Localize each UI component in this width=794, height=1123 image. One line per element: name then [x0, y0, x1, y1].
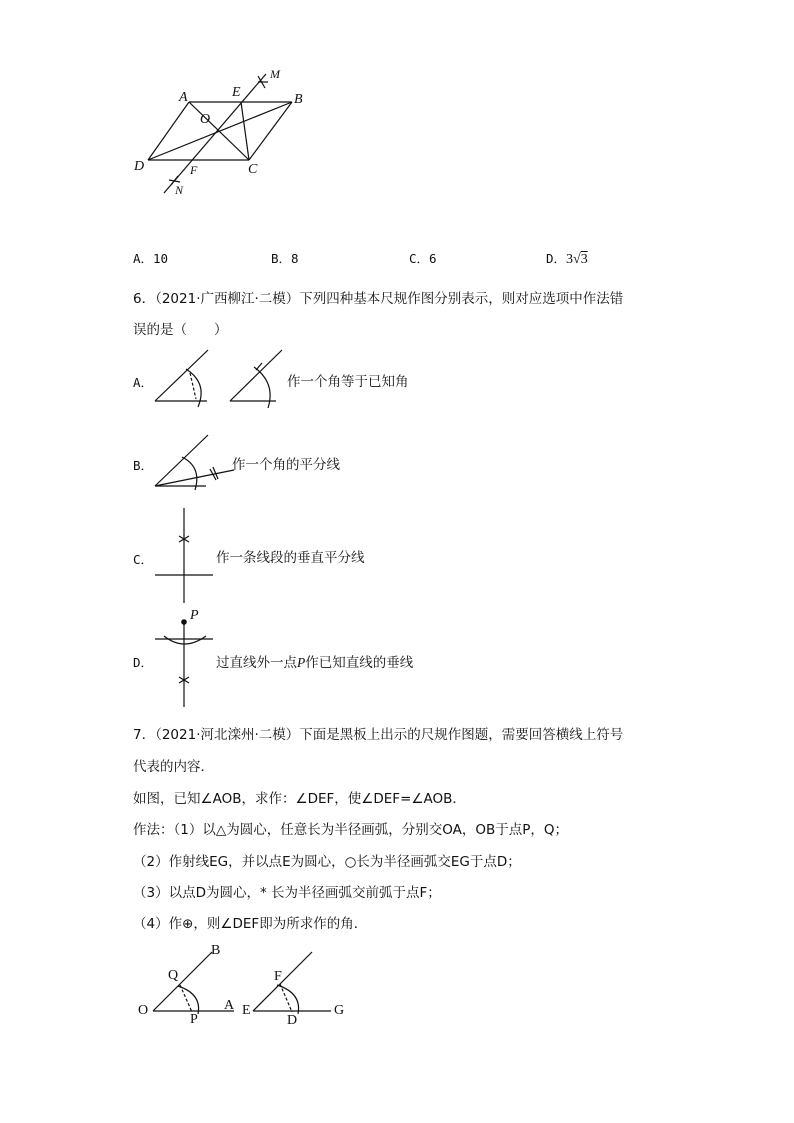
q7-label-q: Q	[168, 968, 179, 983]
q7-label-f: F	[274, 969, 282, 984]
q7-label-a: A	[224, 998, 235, 1013]
segment-ec	[241, 102, 249, 160]
q6-option-a-letter: A．	[133, 375, 154, 390]
q6-option-d-caption: 过直线外一点P作已知直线的垂线	[216, 655, 414, 671]
q6-stem-line1: 6．（2021·广西柳江·二模）下列四种基本尺规作图分别表示，则对应选项中作法错	[133, 291, 624, 307]
option-b: B．8	[271, 251, 299, 266]
q6-option-d-figure	[150, 605, 220, 710]
label-a: A	[179, 90, 188, 105]
q6-option-c-caption: 作一条线段的垂直平分线	[216, 550, 365, 566]
label-e: E	[232, 85, 241, 100]
q6-option-d-letter: D．	[133, 655, 154, 670]
q6-option-a-figure	[150, 345, 290, 410]
q7-step1: 作法：（1）以△为圆心，任意长为半径画弧，分别交OA，OB于点P，Q；	[133, 822, 568, 838]
label-o: O	[200, 112, 211, 127]
ray-ob	[153, 952, 212, 1011]
q6-stem-line2: 误的是（ ）	[133, 322, 228, 338]
q7-line3: 如图，已知∠AOB，求作：∠DEF，使∠DEF=∠AOB．	[133, 791, 466, 807]
ray-ef	[253, 952, 312, 1011]
option-d: D．3√3	[546, 251, 588, 267]
q7-step4: （4）作⊕，则∠DEF即为所求作的角．	[133, 916, 368, 932]
parallelogram-figure	[0, 0, 794, 210]
q7-label-p: P	[190, 1012, 198, 1027]
label-n: N	[175, 183, 184, 197]
q5-options	[133, 251, 653, 271]
q7-label-g: G	[334, 1003, 345, 1018]
q6-option-c-figure	[150, 505, 220, 605]
q6-option-c-letter: C．	[133, 552, 154, 567]
q6-option-a-caption: 作一个角等于已知角	[287, 374, 409, 390]
label-f: F	[190, 163, 198, 177]
q7-step3: （3）以点D为圆心，* 长为半径画弧交前弧于点F；	[133, 885, 441, 901]
label-m: M	[270, 67, 280, 81]
arc-df	[277, 985, 299, 1014]
q6-option-b-caption: 作一个角的平分线	[232, 457, 340, 473]
label-b: B	[294, 92, 303, 107]
q6-option-d-point-label: P	[190, 608, 199, 623]
option-c: C．6	[409, 251, 437, 266]
q6-option-b-letter: B．	[133, 458, 154, 473]
q7-label-b: B	[211, 943, 221, 958]
label-c: C	[248, 162, 258, 177]
q7-stem-line2: 代表的内容．	[133, 759, 214, 775]
q7-step2: （2）作射线EG，并以点E为圆心，○长为半径画弧交EG于点D；	[133, 854, 521, 870]
q7-label-d: D	[287, 1013, 298, 1028]
arc-pq	[178, 986, 199, 1014]
q7-label-o: O	[138, 1003, 149, 1018]
q7-label-e: E	[242, 1003, 251, 1018]
label-d: D	[134, 159, 145, 174]
q7-stem-line1: 7．（2021·河北滦州·二模）下面是黑板上出示的尺规作图题，需要回答横线上符号	[133, 727, 624, 743]
q6-option-b-figure	[150, 430, 240, 495]
option-a: A．10	[133, 251, 169, 266]
